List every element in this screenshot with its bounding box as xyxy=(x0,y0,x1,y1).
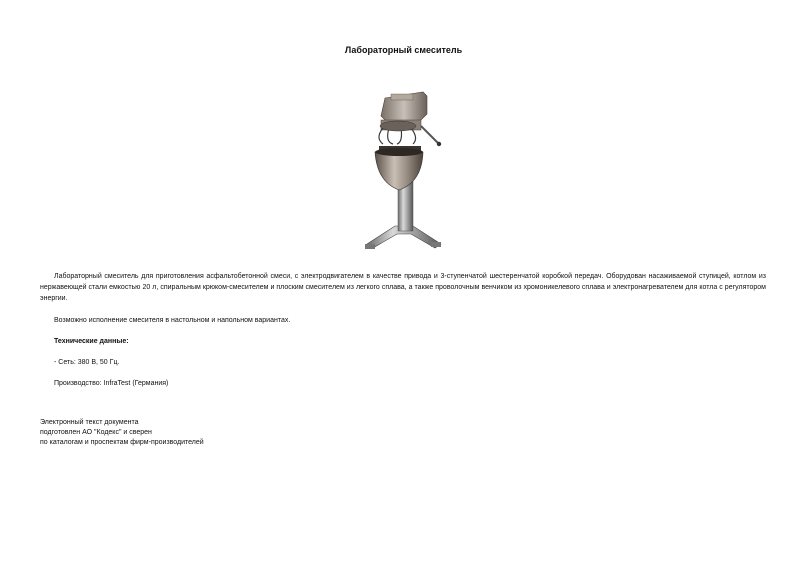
document-title: Лабораторный смеситель xyxy=(344,45,463,55)
footer-line: подготовлен АО "Кодекс" и сверен xyxy=(40,429,152,436)
manufacturer-line: Производство: InfraTest (Германия) xyxy=(54,380,169,387)
footer-line: по каталогам и проспектам фирм-производителей xyxy=(40,439,204,446)
footer-note xyxy=(40,418,204,448)
description-paragraph: Лабораторный смеситель для приготовления асфальтобетонной смеси, с электродвигателем в качестве привода и 3-ступенчатой шестеренчатой коробкой передач. Оборудован насаживаемой ступицей, котлом из нержавеющей стали емкостью 20 л, спиральным крюком-смесителем и плоским смесителем из легкого сплава, а также проволочным венчиком из хромоникелевого сплава и электронагревателем для котла с регулятором энергии. xyxy=(40,273,766,302)
variants-paragraph: Возможно исполнение смесителя в настольном и напольном вариантах. xyxy=(54,317,291,324)
specs-heading: Технические данные: xyxy=(54,338,129,345)
footer-line: Электронный текст документа xyxy=(40,419,139,426)
specs-power: - Сеть: 380 В, 50 Гц. xyxy=(54,359,120,366)
laboratory-mixer-image xyxy=(355,86,450,256)
